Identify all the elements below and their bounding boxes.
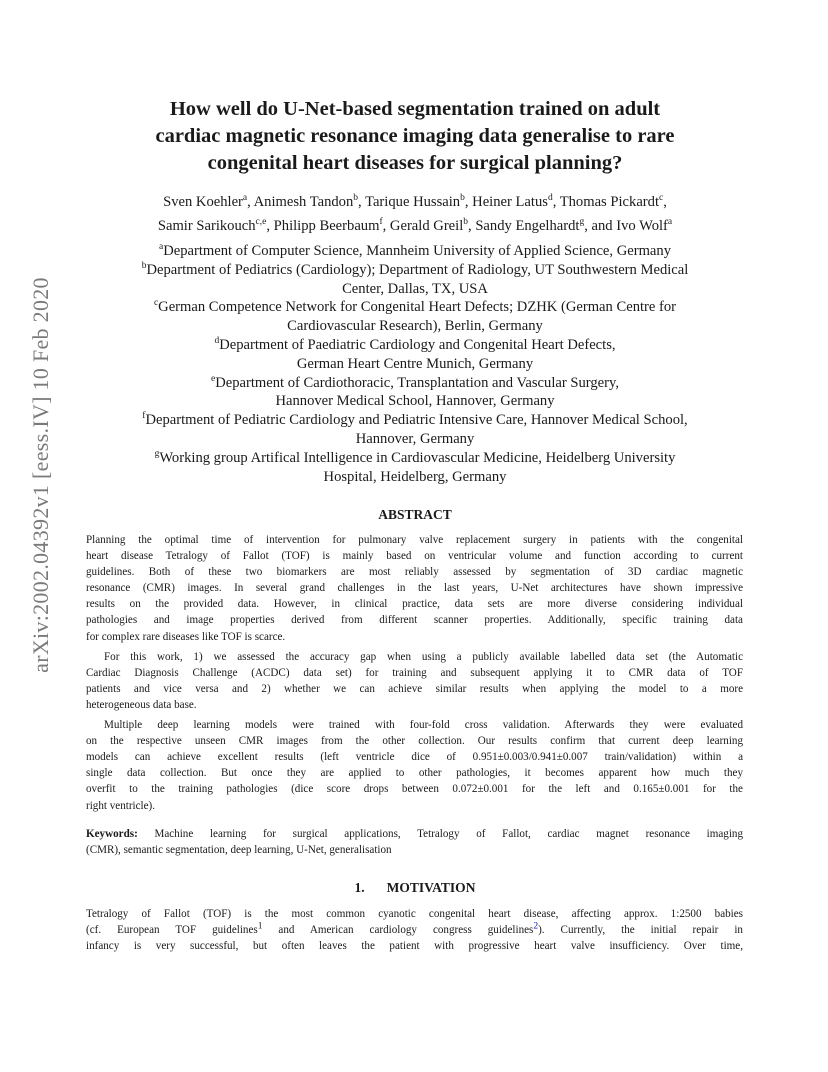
- text-line: results on the provided data. However, in clinical practice, data sets are more diverse considering individual: [86, 598, 743, 611]
- affiliation-f-cont: Hannover, Germany: [355, 430, 475, 447]
- affiliation-text: Department of Paediatric Cardiology and Congenital Heart Defects,: [219, 336, 616, 353]
- text-span: ). Currently, the initial repair in: [538, 924, 743, 937]
- affiliation-e-cont: Hannover Medical School, Hannover, Germany: [275, 393, 555, 410]
- affiliation-marker: f: [379, 217, 383, 228]
- affiliation-marker: c,e: [255, 217, 267, 228]
- section-heading: [70, 880, 760, 896]
- text-line: resonance (CMR) images. In several grand challenges in the last years, U-Net architectures have shown impressive: [86, 582, 743, 595]
- text-line: heart disease Tetralogy of Fallot (TOF) is mainly based on ventricular volume and function according to current: [86, 550, 743, 563]
- affiliation-text: Working group Artifical Intelligence in Cardiovascular Medicine, Heidelberg University: [159, 449, 676, 466]
- keywords-label: Keywords:: [86, 828, 138, 840]
- author-name: , Tarique Hussain: [358, 194, 461, 210]
- affiliation-c: [70, 298, 760, 317]
- abstract-heading: ABSTRACT: [378, 507, 452, 522]
- affiliation-marker: c: [659, 193, 664, 204]
- affiliation-marker: c: [153, 298, 159, 309]
- affiliation-list: [70, 242, 760, 486]
- text-line: right ventricle).: [86, 799, 156, 812]
- affiliation-g: [70, 449, 760, 468]
- text-line: guidelines. Both of these two biomarkers are most reliably assessed by segmentation of 3D cardiac magnetic: [86, 566, 743, 579]
- affiliation-marker: e: [210, 373, 216, 384]
- abstract-paragraph: [86, 532, 743, 645]
- author-name: , Gerald Greil: [382, 218, 464, 234]
- affiliation-marker: a: [667, 217, 673, 228]
- text-line: (CMR), semantic segmentation, deep learning, U-Net, generalisation: [86, 844, 392, 857]
- affiliation-marker: a: [242, 193, 248, 204]
- affiliation-g-cont: Hospital, Heidelberg, Germany: [323, 468, 507, 485]
- text-line: Planning the optimal time of intervention for pulmonary valve replacement surgery in patients with the congenital: [86, 534, 743, 546]
- section-title: MOTIVATION: [386, 880, 476, 895]
- text-span: and American cardiology congress guidelines: [262, 924, 534, 937]
- text-line: Cardiac Diagnosis Challenge (ACDC) data set) for training and subsequent applying it to CMR data of TOF: [86, 666, 743, 679]
- author-name: , Sandy Engelhardt: [468, 218, 580, 234]
- affiliation-b-cont: Center, Dallas, TX, USA: [342, 280, 488, 297]
- affiliation-text: Department of Computer Science, Mannheim University of Applied Science, Germany: [163, 243, 672, 259]
- body-paragraph: [86, 906, 743, 954]
- abstract-paragraph: [86, 717, 743, 814]
- title-line: How well do U-Net-based segmentation trained on adult: [169, 98, 661, 120]
- text-line: for complex rare diseases like TOF is scarce.: [86, 630, 286, 643]
- text-line: single data collection. But once they are applied to other pathologies, it becomes apparent how much they: [86, 767, 743, 780]
- abstract: [86, 532, 743, 814]
- author-name: , Animesh Tandon: [247, 194, 354, 210]
- text-line: infancy is very successful, but often leaves the patient with progressive heart valve insufficiency. Over time,: [86, 940, 743, 953]
- text-line: [86, 826, 743, 842]
- abstract-paragraph: [86, 649, 743, 713]
- affiliation-f: [70, 411, 760, 430]
- affiliation-marker: d: [214, 336, 220, 347]
- affiliation-d: [70, 336, 760, 355]
- citation-link[interactable]: 2: [533, 921, 539, 932]
- affiliation-marker: b: [353, 193, 359, 204]
- footnote-ref[interactable]: 1: [257, 921, 263, 932]
- text-line: Multiple deep learning models were trained with four-fold cross validation. Afterwards they were evaluated: [104, 719, 743, 732]
- title-line: congenital heart diseases for surgical planning?: [207, 152, 623, 174]
- affiliation-b: [70, 261, 760, 280]
- text-line: models can achieve excellent results (left ventricle dice of 0.951±0.003/0.941±0.007 train/validation) within a: [86, 751, 743, 764]
- affiliation-a: [70, 242, 760, 261]
- title-line: cardiac magnetic resonance imaging data generalise to rare: [155, 125, 675, 147]
- affiliation-text: German Competence Network for Congenital Heart Defects; DZHK (German Centre for: [158, 299, 677, 316]
- author-name: Samir Sarikouch: [157, 218, 256, 234]
- affiliation-text: Department of Cardiothoracic, Transplantation and Vascular Surgery,: [215, 374, 620, 391]
- author-line: [70, 214, 760, 238]
- arxiv-identifier-text: arXiv:2002.04392v1 [eess.IV] 10 Feb 2020: [28, 277, 53, 673]
- affiliation-text: Department of Pediatric Cardiology and Pediatric Intensive Care, Hannover Medical School,: [145, 412, 688, 429]
- affiliation-marker: d: [547, 193, 553, 204]
- paper-title: [70, 96, 760, 177]
- affiliation-text: Department of Pediatrics (Cardiology); Department of Radiology, UT Southwestern Medical: [146, 261, 689, 278]
- section-number: 1.: [354, 880, 365, 895]
- affiliation-marker: b: [463, 217, 469, 228]
- affiliation-e: [70, 374, 760, 393]
- affiliation-marker: b: [141, 260, 147, 271]
- affiliation-d-cont: German Heart Centre Munich, Germany: [296, 355, 534, 372]
- affiliation-marker: g: [579, 217, 585, 228]
- author-list: [70, 190, 760, 238]
- author-name: , Philipp Beerbaum: [266, 218, 380, 234]
- author-name: , and Ivo Wolf: [584, 218, 668, 234]
- text-line: patients and vice versa and 2) whether we can achieve similar results when applying the model to a more: [86, 682, 743, 695]
- text-span: (cf. European TOF guidelines: [86, 924, 258, 937]
- keywords-text: Machine learning for surgical applications, Tetralogy of Fallot, cardiac magnet resonance imaging: [137, 828, 743, 840]
- text-line: on the respective unseen CMR images from the other collection. Our results confirm that current deep learning: [86, 735, 743, 748]
- text-line: For this work, 1) we assessed the accuracy gap when using a publicly available labelled data set (the Automatic: [104, 650, 743, 663]
- text-line: [86, 922, 743, 938]
- keywords: [86, 826, 743, 858]
- author-name: , Heiner Latus: [464, 194, 548, 210]
- text-line: heterogeneous data base.: [86, 698, 197, 711]
- affiliation-marker: a: [158, 242, 164, 253]
- affiliation-marker: b: [460, 193, 465, 204]
- arxiv-identifier: [21, 277, 61, 673]
- text-line: overfit to the training pathologies (dice score drops between 0.072±0.001 for the left and 0.165±0.001 for the: [86, 783, 743, 796]
- author-name: Sven Koehler: [163, 194, 243, 210]
- author-separator: ,: [663, 194, 667, 210]
- text-line: Tetralogy of Fallot (TOF) is the most common cyanotic congenital heart disease, affecting approx. 1:2500 babies: [86, 908, 743, 920]
- affiliation-c-cont: Cardiovascular Research), Berlin, Germany: [287, 318, 543, 335]
- affiliation-marker: f: [142, 411, 146, 422]
- affiliation-marker: g: [154, 448, 160, 459]
- author-line: [70, 190, 760, 214]
- author-name: , Thomas Pickardt: [552, 194, 660, 210]
- text-line: pathologies and image properties derived from different scanner properties. Additionally, specific training data: [86, 614, 743, 627]
